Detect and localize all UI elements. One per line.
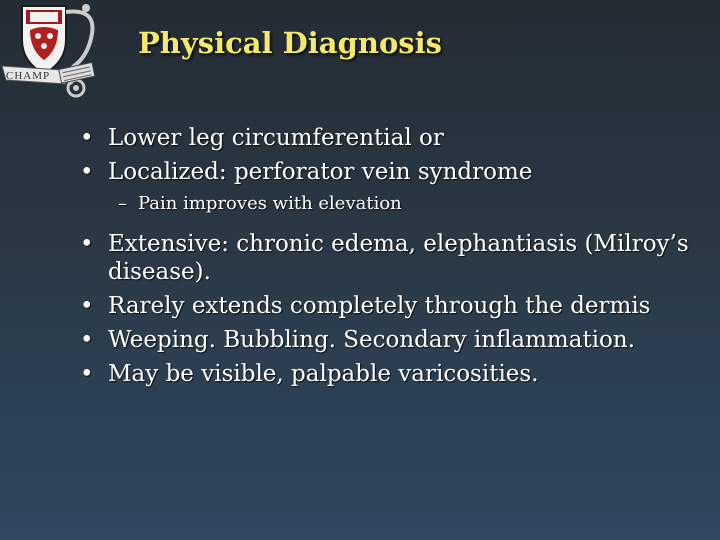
champ-logo [0, 0, 110, 100]
bullet-item: • Lower leg circumferential or [70, 124, 710, 152]
bullet-list [70, 124, 710, 394]
logo-ribbon-text: CHAMP [6, 70, 51, 82]
bullet-item: • Weeping. Bubbling. Secondary inflammation. [70, 326, 710, 354]
bullet-item: • Rarely extends completely through the dermis [70, 292, 710, 320]
sub-bullet-item: – Pain improves with elevation [70, 192, 710, 216]
bullet-item: • Extensive: chronic edema, elephantiasis (Milroy’s disease). [70, 230, 710, 286]
shield-crest-icon [0, 0, 110, 100]
slide-title: Physical Diagnosis [138, 26, 442, 60]
bullet-item: • Localized: perforator vein syndrome [70, 158, 710, 186]
bullet-item: • May be visible, palpable varicosities. [70, 360, 710, 388]
